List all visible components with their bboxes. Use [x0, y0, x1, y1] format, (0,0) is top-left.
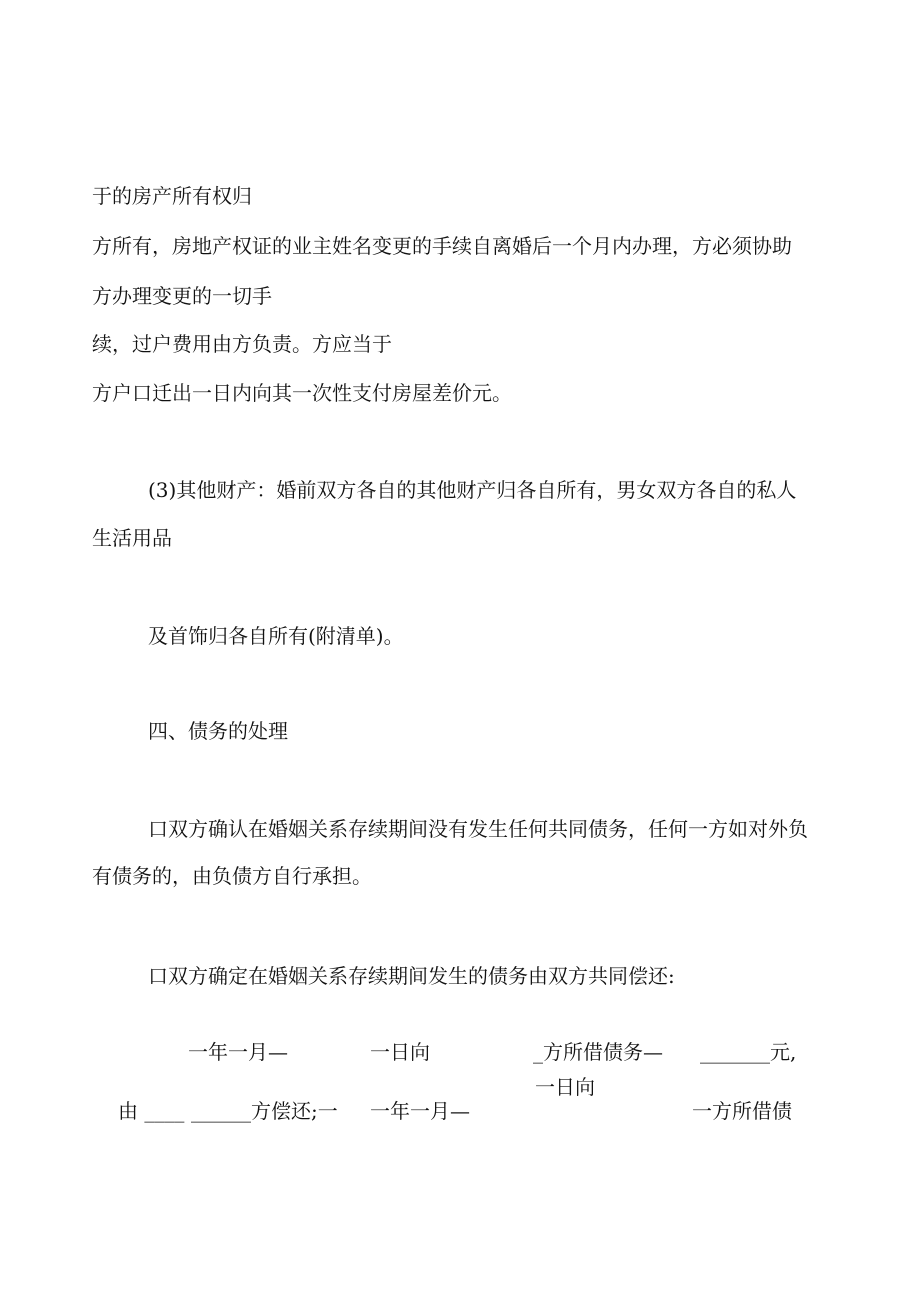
text-line: 方户口迁出一日内向其一次性支付房屋差价元。 — [92, 381, 512, 405]
form-field-repay: ______方偿还;一 — [191, 1099, 338, 1123]
form-field-party-debt: 一方所借债 — [692, 1099, 792, 1123]
form-field-by: 由 ____ — [118, 1099, 185, 1123]
text-line: 方所有，房地产权证的业主姓名变更的手续自离婚后一个月内办理，方必须协助 — [92, 234, 792, 258]
form-field-amount: _______元, — [700, 1040, 797, 1064]
form-field-day: 一日向 — [535, 1075, 595, 1099]
text-line: 生活用品 — [92, 526, 172, 550]
text-line: 续，过户费用由方负责。方应当于 — [92, 332, 392, 356]
checkbox-option-no-debt: 口双方确认在婚姻关系存续期间没有发生任何共同债务，任何一方如对外负 — [148, 817, 808, 841]
form-field-date: 一年一月— — [370, 1099, 470, 1123]
checkbox-option-shared-debt: 口双方确定在婚姻关系存续期间发生的债务由双方共同偿还: — [148, 964, 675, 988]
form-field-party-debt: _方所借债务— — [533, 1040, 663, 1064]
text-line: 有债务的，由负债方自行承担。 — [92, 864, 372, 888]
section-heading: 四、债务的处理 — [148, 719, 288, 743]
paragraph-other-property: (3)其他财产：婚前双方各自的其他财产归各自所有，男女双方各自的私人 — [148, 478, 797, 502]
form-field-date: 一年一月— — [188, 1040, 288, 1064]
text-line: 及首饰归各自所有(附清单)。 — [148, 624, 404, 648]
text-line: 方办理变更的一切手 — [92, 284, 272, 308]
form-field-day: 一日向 — [370, 1040, 430, 1064]
text-line: 于的房产所有权归 — [92, 184, 252, 208]
